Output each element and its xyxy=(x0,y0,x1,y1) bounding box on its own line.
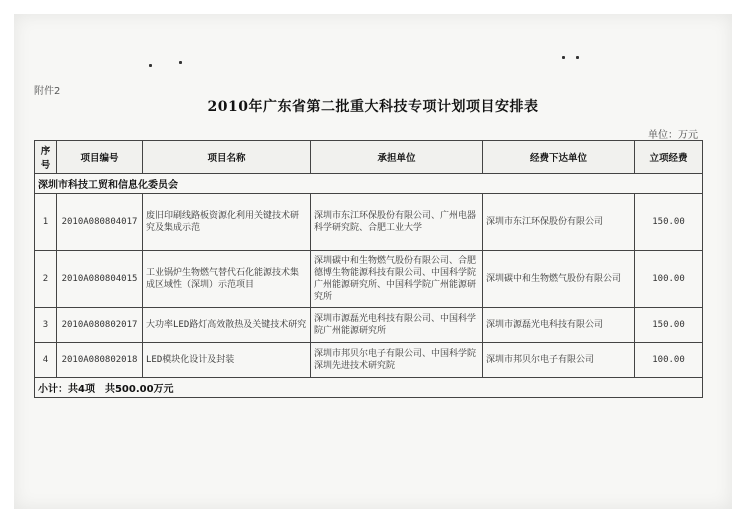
cell-code: 2010A080804017 xyxy=(57,194,143,251)
cell-funding-unit: 深圳市源磊光电科技有限公司 xyxy=(483,308,635,343)
cell-name: 工业锅炉生物燃气替代石化能源技术集成区域性（深圳）示范项目 xyxy=(143,251,311,308)
document-title: 2010年广东省第二批重大科技专项计划项目安排表 xyxy=(207,99,539,115)
unit-label: 单位：万元 xyxy=(648,130,698,141)
cell-funding: 150.00 xyxy=(635,308,703,343)
cell-seq: 1 xyxy=(35,194,57,251)
cell-seq: 2 xyxy=(35,251,57,308)
cell-code: 2010A080802018 xyxy=(57,343,143,378)
cell-name: LED模块化设计及封装 xyxy=(143,343,311,378)
header-funding-unit: 经费下达单位 xyxy=(483,141,635,174)
cell-funding-unit: 深圳市邦贝尔电子有限公司 xyxy=(483,343,635,378)
table-row xyxy=(35,251,703,308)
header-seq: 序号 xyxy=(35,141,57,174)
cell-undertaker: 深圳市东江环保股份有限公司、广州电器科学研究院、合肥工业大学 xyxy=(311,194,483,251)
cell-name: 废旧印刷线路板资源化利用关键技术研究及集成示范 xyxy=(143,194,311,251)
cell-code: 2010A080804015 xyxy=(57,251,143,308)
header-undertaker: 承担单位 xyxy=(311,141,483,174)
cell-funding: 100.00 xyxy=(635,251,703,308)
cell-undertaker: 深圳市邦贝尔电子有限公司、中国科学院深圳先进技术研究院 xyxy=(311,343,483,378)
table-row xyxy=(35,343,703,378)
cell-funding: 100.00 xyxy=(635,343,703,378)
cell-code: 2010A080802017 xyxy=(57,308,143,343)
cell-name: 大功率LED路灯高效散热及关键技术研究 xyxy=(143,308,311,343)
table-row xyxy=(35,194,703,251)
table-row xyxy=(35,308,703,343)
cell-undertaker: 深圳市源磊光电科技有限公司、中国科学院广州能源研究所 xyxy=(311,308,483,343)
attachment-label: 附件2 xyxy=(34,86,61,97)
scan-speck xyxy=(576,56,579,59)
header-name: 项目名称 xyxy=(143,141,311,174)
cell-seq: 4 xyxy=(35,343,57,378)
header-row xyxy=(35,141,703,174)
cell-funding: 150.00 xyxy=(635,194,703,251)
subtotal-row xyxy=(35,378,703,398)
document-page xyxy=(14,14,732,509)
subtotal-label: 小计：共4项 共500.00万元 xyxy=(35,378,703,398)
cell-funding-unit: 深圳市东江环保股份有限公司 xyxy=(483,194,635,251)
scan-speck xyxy=(149,64,152,67)
group-label: 深圳市科技工贸和信息化委员会 xyxy=(35,174,703,194)
scan-speck xyxy=(179,61,182,64)
project-table xyxy=(34,140,703,398)
group-row xyxy=(35,174,703,194)
cell-funding-unit: 深圳碳中和生物燃气股份有限公司 xyxy=(483,251,635,308)
header-code: 项目编号 xyxy=(57,141,143,174)
cell-undertaker: 深圳碳中和生物燃气股份有限公司、合肥德博生物能源科技有限公司、中国科学院广州能源研究所、中国科学院广州能源研究所 xyxy=(311,251,483,308)
scan-speck xyxy=(562,56,565,59)
cell-seq: 3 xyxy=(35,308,57,343)
header-funding: 立项经费 xyxy=(635,141,703,174)
